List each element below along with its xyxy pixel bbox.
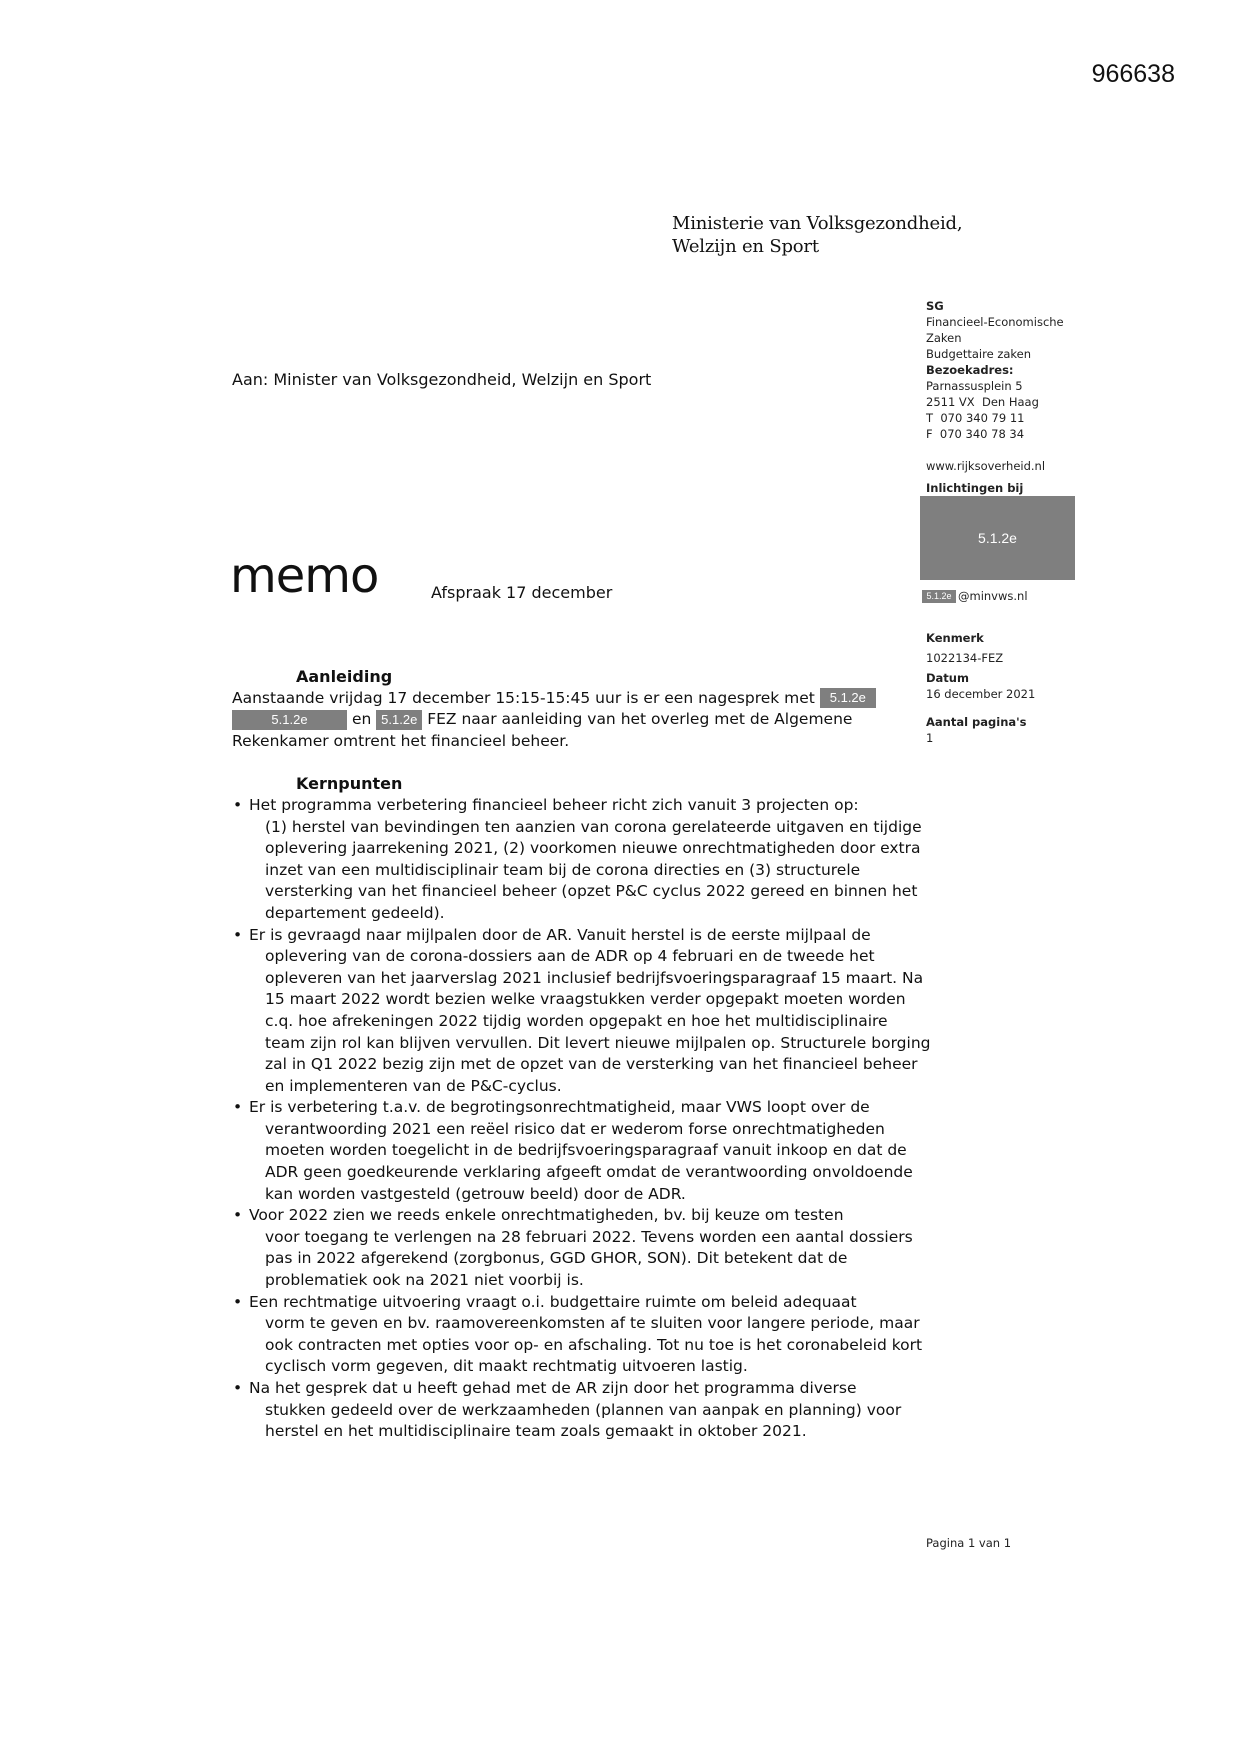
reference-value: 1022134-FEZ xyxy=(926,651,1004,665)
visit-address-label: Bezoekadres: xyxy=(926,363,1014,377)
phone: T 070 340 79 11 xyxy=(926,411,1025,425)
bullet-icon: • xyxy=(233,1206,243,1225)
memo-heading: memo xyxy=(230,548,379,604)
list-item: • Een rechtmatige uitvoering vraagt o.i. budgettaire ruimte om beleid adequaat vorm te geven en bv. raamovereenkomsten af te sluiten voor langere periode, maar ook contracten met opties voor op- en afschaling. Tot nu toe is het coronabeleid kort cyclisch vorm gegeven, dit maakt rechtmatig uitvoeren lastig. xyxy=(233,1292,923,1376)
aanleiding-paragraph xyxy=(232,688,932,753)
subdepartment: Budgettaire zaken xyxy=(926,347,1032,361)
list-item: • Voor 2022 zien we reeds enkele onrechtmatigheden, bv. bij keuze om testen voor toegang te verlengen na 28 februari 2022. Tevens worden een aantal dossiers pas in 2022 afgerekend (zorgbonus, GGD GHOR, SON). Dit betekent dat de problematiek ook na 2021 niet voorbij is. xyxy=(233,1206,913,1290)
page-footer: Pagina 1 van 1 xyxy=(926,1536,1012,1550)
bullet-icon: • xyxy=(233,1098,243,1117)
email-row xyxy=(922,588,1176,604)
list-item: • Het programma verbetering financieel beheer richt zich vanuit 3 projecten op: (1) herstel van bevindingen ten aanzien van corona gerelateerde uitgaven en tijdige oplevering jaarrekening 2021, (2) voorkomen nieuwe onrechtmatigheden door extra inzet van een multidisciplinair team bij de corona directies en (3) structurele versterking van het financieel beheer (opzet P&C cyclus 2022 gereed en binnen het departement gedeeld). xyxy=(233,795,922,922)
bullet-icon: • xyxy=(233,1379,243,1397)
aanleiding-line1: Aanstaande vrijdag 17 december 15:15-15:45 uur is er een nagesprek met xyxy=(232,688,815,707)
email-domain: @minvws.nl xyxy=(958,589,1028,603)
redaction-name-2: 5.1.2e xyxy=(232,710,347,730)
aanleiding-line2: FEZ naar aanleiding van het overleg met de Algemene xyxy=(427,710,853,729)
fax: F 070 340 78 34 xyxy=(926,427,1025,441)
bullet-icon: • xyxy=(233,925,243,944)
redaction-name-1: 5.1.2e xyxy=(820,688,876,708)
pages-label: Aantal pagina's xyxy=(926,715,1027,729)
document-number: 966638 xyxy=(1091,60,1175,88)
date-value: 16 december 2021 xyxy=(926,687,1036,701)
list-item: • Er is gevraagd naar mijlpalen door de AR. Vanuit herstel is de eerste mijlpaal de oplevering van de corona-dossiers aan de ADR op 4 februari en de tweede het opleveren van het jaarverslag 2021 inclusief bedrijfsvoeringsparagraaf 15 maart. Na 15 maart 2022 wordt bezien welke vraagstukken verder opgepakt moeten worden c.q. hoe afrekeningen 2022 tijdig worden opgepakt en hoe het multidisciplinaire team zijn rol kan blijven vervullen. Dit levert nieuwe mijlpalen op. Structurele borging zal in Q1 2022 bezig zijn met de opzet van de versterking van het financieel beheer en implementeren van de P&C-cyclus. xyxy=(233,925,931,1095)
date-label: Datum xyxy=(926,671,969,685)
bullet-icon: • xyxy=(233,1292,243,1311)
section-title-aanleiding: Aanleiding xyxy=(296,667,393,686)
unit: SG xyxy=(926,299,944,313)
contact-label: Inlichtingen bij xyxy=(926,481,1024,495)
list-item: • Na het gesprek dat u heeft gehad met de AR zijn door het programma diverse stukken gedeeld over de werkzaamheden (plannen van aanpak en planning) voor herstel en het multidisciplinaire team zoals gemaakt in oktober 2021. xyxy=(233,1379,902,1441)
email-redaction: 5.1.2e xyxy=(922,590,956,603)
street: Parnassusplein 5 xyxy=(926,379,1023,393)
word-en: en xyxy=(351,710,372,729)
aanleiding-line3: Rekenkamer omtrent het financieel beheer. xyxy=(232,731,570,750)
addressee-line: Aan: Minister van Volksgezondheid, Welzijn en Sport xyxy=(232,370,652,389)
list-item: • Er is verbetering t.a.v. de begrotingsonrechtmatigheid, maar VWS loopt over de verantwoording 2021 een reëel risico dat er wederom forse onrechtmatigheden moeten worden toegelicht in de bedrijfsvoeringsparagraaf vanuit inkoop en dat de ADR geen goedkeurende verklaring afgeeft omdat de verantwoording onvoldoende kan worden vastgesteld (getrouw beeld) door de ADR. xyxy=(233,1098,913,1203)
reference-label: Kenmerk xyxy=(926,631,984,645)
ministry-name-line1: Ministerie van Volksgezondheid, xyxy=(672,213,963,234)
website-link[interactable]: www.rijksoverheid.nl xyxy=(926,459,1046,473)
memo-subject: Afspraak 17 december xyxy=(431,583,613,602)
ministry-logo-text xyxy=(672,212,962,258)
sidebar-meta xyxy=(926,298,1176,746)
ministry-name-line2: Welzijn en Sport xyxy=(672,236,819,257)
postal-code: 2511 VX Den Haag xyxy=(926,395,1039,409)
kernpunten-list xyxy=(232,795,932,1443)
bullet-icon: • xyxy=(233,795,243,814)
contact-redaction: 5.1.2e xyxy=(920,496,1075,580)
department: Financieel-Economische Zaken xyxy=(926,315,1064,345)
section-title-kernpunten: Kernpunten xyxy=(296,774,403,794)
pages-value: 1 xyxy=(926,731,934,745)
memo-body xyxy=(232,666,932,1443)
redaction-name-3: 5.1.2e xyxy=(376,710,422,730)
